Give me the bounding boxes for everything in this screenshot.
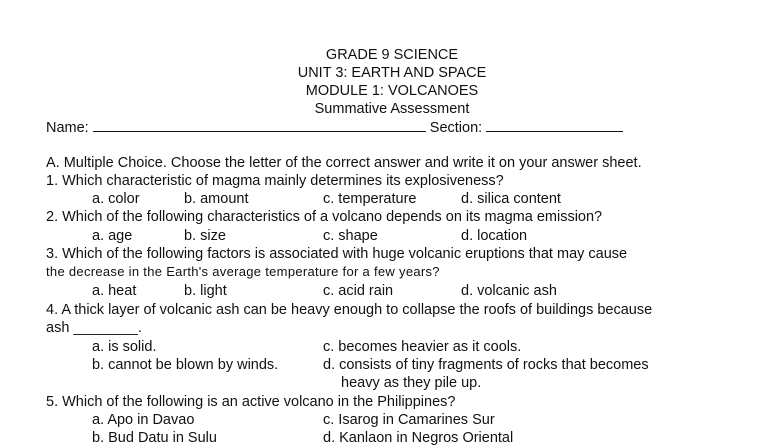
instructions: A. Multiple Choice. Choose the letter of the correct answer and write it on your answer sheet. (46, 155, 642, 171)
q1-choice-a: a. color (92, 191, 140, 207)
q5-choice-d: d. Kanlaon in Negros Oriental (323, 430, 514, 446)
question-4-continued: ash ________. (46, 320, 142, 336)
question-5: 5. Which of the following is an active volcano in the Philippines? (46, 394, 456, 410)
unit-title: UNIT 3: EARTH AND SPACE (297, 65, 487, 81)
q1-choice-d: d. silica content (461, 191, 561, 207)
q4-choice-d: d. consists of tiny fragments of rocks that becomes (323, 357, 649, 373)
q4-choice-b: b. cannot be blown by winds. (92, 357, 279, 373)
q5-choice-b: b. Bud Datu in Sulu (92, 430, 217, 446)
question-1: 1. Which characteristic of magma mainly determines its explosiveness? (46, 173, 504, 189)
q2-choice-c: c. shape (323, 228, 378, 244)
q5-choice-a: a. Apo in Davao (92, 412, 195, 428)
q2-choice-d: d. location (461, 228, 528, 244)
question-3: 3. Which of the following factors is associated with huge volcanic eruptions that may cause (46, 246, 628, 262)
name-blank (93, 118, 426, 132)
q5-choice-c: c. Isarog in Camarines Sur (323, 412, 495, 428)
question-3-continued: the decrease in the Earth's average temperature for a few years? (46, 264, 440, 279)
q1-choice-c: c. temperature (323, 191, 417, 207)
q4-choice-d-continued: heavy as they pile up. (341, 375, 482, 391)
q4-choice-c: c. becomes heavier as it cools. (323, 339, 522, 355)
q2-choice-a: a. age (92, 228, 133, 244)
module-title: MODULE 1: VOLCANOES (305, 83, 479, 99)
q1-choice-b: b. amount (184, 191, 249, 207)
q3-choice-b: b. light (184, 283, 227, 299)
q2-choice-b: b. size (184, 228, 226, 244)
assessment-title: Summative Assessment (314, 101, 470, 117)
question-2: 2. Which of the following characteristics of a volcano depends on its magma emission? (46, 209, 603, 225)
question-4: 4. A thick layer of volcanic ash can be heavy enough to collapse the roofs of buildings because (46, 302, 653, 318)
q4-choice-a: a. is solid. (92, 339, 157, 355)
q3-choice-d: d. volcanic ash (461, 283, 557, 299)
name-section-row (46, 118, 623, 137)
section-label: Section: (429, 120, 483, 136)
section-blank (486, 118, 623, 132)
q3-choice-a: a. heat (92, 283, 137, 299)
q3-choice-c: c. acid rain (323, 283, 394, 299)
grade-title: GRADE 9 SCIENCE (325, 47, 459, 63)
name-label: Name: (46, 120, 89, 136)
